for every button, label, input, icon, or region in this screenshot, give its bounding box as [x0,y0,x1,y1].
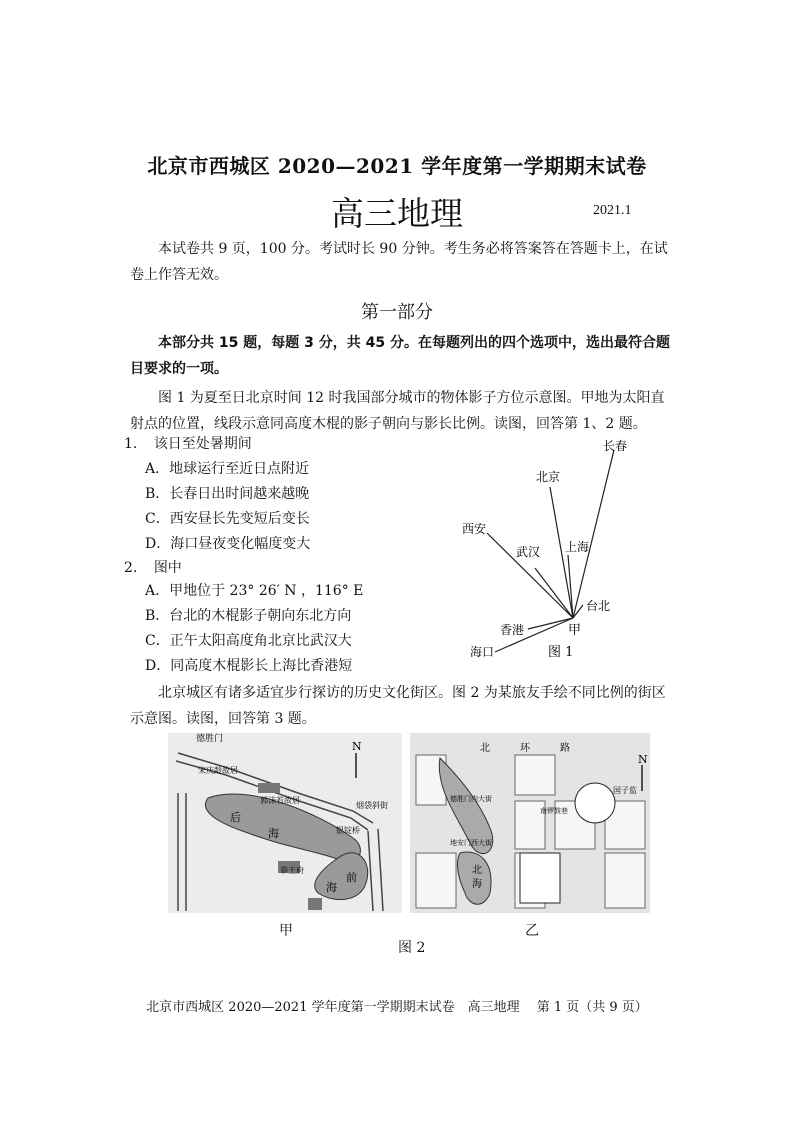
map-jia-text-guomoruo: 郭沫若故居 [260,796,300,805]
figure-1-shadow-diagram [440,430,660,670]
exam-instructions: 本试卷共 9 页，100 分。考试时长 90 分钟。考生务必将答案答在答题卡上，在试卷上作答无效。 [130,241,668,283]
figure-2-map-jia [168,733,402,913]
city-label-beijing: 北京 [536,470,561,484]
option-2b[interactable]: B．台北的木棍影子朝向东北方向 [145,608,352,624]
map-jia-text-hai2: 海 [326,881,337,894]
city-label-taipei: 台北 [586,599,611,613]
north-label: N [638,753,648,766]
map-yi-label: 乙 [525,923,539,939]
city-label-shanghai: 上海 [565,540,590,554]
question-number: 1. [124,436,138,452]
map-jia-text-soongqingling: 宋庆龄故居 [198,766,238,775]
option-2d[interactable]: D．同高度木棍影长上海比香港短 [145,658,353,674]
map-yi-text-dianmen: 地安门西大街 [450,839,492,847]
city-label-xian: 西安 [462,522,487,536]
shadow-line-wuhan [535,568,573,618]
page-footer: 北京市西城区 2020—2021 学年度第一学期期末试卷 高三地理 第 1 页（共 9 页） [146,1000,648,1015]
option-1b[interactable]: B．长春日出时间越来越晚 [145,486,310,502]
question-text: 图中 [153,560,182,576]
map-yi-text-deshengmennei: 德胜门内大街 [450,795,492,803]
map-jia-text-gongwangfu: 恭王府 [280,866,304,875]
map-jia-text-deshengmen: 德胜门 [196,734,224,744]
map-yi-text-bei2: 北 [472,865,482,876]
question-stem-1: 图 1 为夏至日北京时间 12 时我国部分城市的物体影子方位示意图。甲地为太阳直射点的位置，线段示意同高度木棍的影子朝向与影长比例。读图，回答第 1、2 题。 [130,390,665,432]
map-yi-text-huan: 环 [520,743,530,754]
question-2 [124,557,182,577]
map-jia-text-hou: 后 [230,811,241,824]
map-yi-text-guozijian: 国子监 [613,786,637,795]
city-label-haikou: 海口 [470,645,495,659]
map-yi-text-nanluoguxiang: 南锣鼓巷 [540,807,568,815]
city-label-hongkong: 香港 [500,623,525,637]
shadow-line-shanghai [568,555,573,618]
subject-title: 高三地理 [331,194,463,233]
map-jia-text-hai1: 海 [268,827,279,840]
city-label-changchun: 长春 [603,439,628,453]
map-yi-text-lu: 路 [560,743,570,754]
option-1c[interactable]: C．西安昼长先变短后变长 [145,511,310,527]
city-label-wuhan: 武汉 [516,545,541,559]
map-jia-text-yindingqiao: 银锭桥 [336,826,360,835]
option-1d[interactable]: D．海口昼夜变化幅度变大 [145,536,311,552]
part-instructions: 本部分共 15 题，每题 3 分，共 45 分。在每题列出的四个选项中，选出最符合题目要求的一项。 [130,335,670,377]
question-1 [124,433,252,453]
shadow-line-changchun [573,450,614,618]
figure-2-caption: 图 2 [398,940,426,956]
question-text: 该日至处暑期间 [153,436,252,452]
part-title: 第一部分 [361,302,433,323]
exam-title: 北京市西城区 2020—2021 学年度第一学期期末试卷 [147,154,647,178]
map-jia-label: 甲 [279,923,293,939]
figure-1-caption: 图 1 [548,645,574,660]
option-2c[interactable]: C．正午太阳高度角北京比武汉大 [145,633,352,649]
subsolar-point-label: 甲 [568,623,582,638]
map-yi-text-hai: 海 [472,879,482,890]
exam-date: 2021.1 [593,203,632,218]
north-label: N [352,740,362,753]
map-jia-text-yandai: 烟袋斜街 [356,801,388,810]
figure-2-map-yi [410,733,650,913]
question-number: 2. [124,560,138,576]
option-2a[interactable]: A．甲地位于 23° 26′ N ，116° E [145,583,364,599]
map-jia-text-qian: 前 [346,871,357,884]
question-stem-3: 北京城区有诸多适宜步行探访的历史文化街区。图 2 为某旅友手绘不同比例的街区示意图。读图，回答第 3 题。 [130,685,666,727]
map-yi-text-bei: 北 [480,743,490,754]
option-1a[interactable]: A．地球运行至近日点附近 [145,461,310,477]
